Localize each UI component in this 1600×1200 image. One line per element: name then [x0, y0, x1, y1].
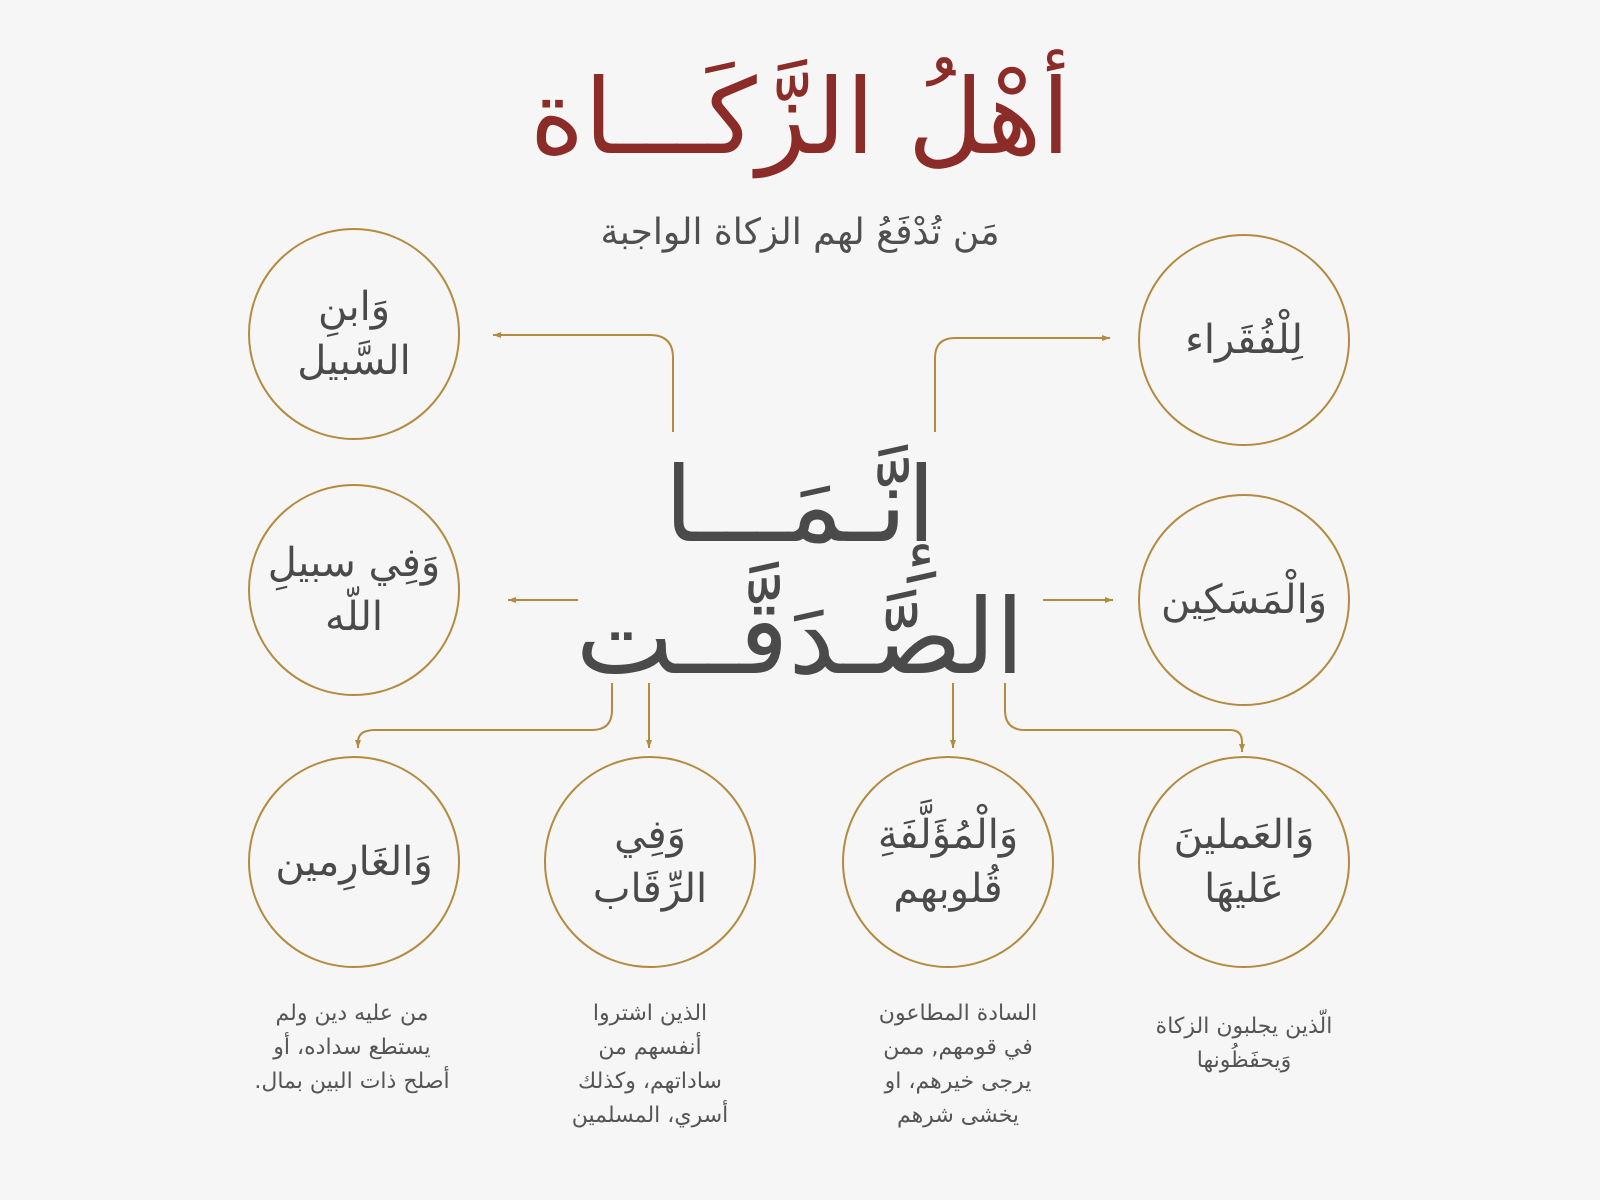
connector-ibn-sabil — [493, 335, 673, 432]
category-circle-fuqara — [1138, 234, 1350, 446]
category-circle-riqab — [544, 756, 756, 968]
description-riqab-line2: أنفسهم من — [598, 1035, 702, 1060]
category-label-riqab-line1: وَفِي — [614, 812, 686, 858]
category-label-muallafa-line1: وَالْمُؤَلَّفَةِ — [877, 812, 1019, 858]
center-heading-line2: الصَّـدَقَّــت — [575, 576, 1025, 698]
category-label-ibn-sabil-line1: وَابنِ — [318, 284, 391, 330]
category-circle-amilin — [1138, 756, 1350, 968]
description-muallafa-line2: في قومهم, ممن — [883, 1035, 1033, 1060]
category-label-amilin-line2: عَليهَا — [1204, 866, 1284, 912]
description-riqab-line1: الذين اشتروا — [592, 1001, 708, 1026]
category-circle-gharimin — [248, 756, 460, 968]
category-label-riqab-line2: الرِّقَاب — [592, 866, 708, 912]
description-muallafa-line1: السادة المطاعون — [878, 1001, 1038, 1026]
category-label-muallafa-line2: قُلوبهم — [893, 866, 1003, 912]
category-circle-masakin — [1138, 494, 1350, 706]
page-subtitle: مَن تُدْفَعُ لهم الزكاة الواجبة — [600, 212, 1000, 253]
connector-fuqara — [935, 338, 1110, 432]
page-title: أهْلُ الزَّكَـــاة — [529, 56, 1071, 178]
description-gharimin-line1: من عليه دين ولم — [275, 1001, 429, 1026]
category-circle-fi-sabilillah — [248, 484, 460, 696]
description-amilin-line1: الّذين يجلبون الزكاة — [1155, 1014, 1333, 1039]
description-muallafa — [838, 997, 1078, 1133]
description-amilin-line2: وَيحفَظُونها — [1196, 1048, 1292, 1073]
category-label-gharimin-line1: وَالغَارِمين — [275, 839, 433, 885]
category-circle-muallafa — [842, 756, 1054, 968]
category-label-fi-sabilillah-line2: اللّه — [325, 594, 383, 640]
category-circle-ibn-sabil — [248, 228, 460, 440]
description-gharimin — [232, 997, 472, 1099]
category-label-amilin-line1: وَالعَملينَ — [1173, 812, 1315, 858]
description-riqab-line3: ساداتهم، وكذلك — [578, 1069, 722, 1094]
description-muallafa-line4: يخشى شرهم — [896, 1103, 1020, 1128]
category-label-masakin-line1: وَالْمَسَكِين — [1160, 577, 1328, 623]
description-muallafa-line3: يرجى خيرهم، او — [884, 1069, 1032, 1094]
center-heading-line1: إِنَّـمَـــا — [664, 444, 936, 566]
description-gharimin-line3: أصلح ذات البين بمال. — [254, 1069, 450, 1094]
description-gharimin-line2: يستطع سداده، أو — [273, 1035, 431, 1060]
description-riqab — [530, 997, 770, 1133]
category-label-fi-sabilillah-line1: وَفِي سبيلِ — [267, 540, 441, 586]
category-label-fuqara-line1: لِلْفُقَراء — [1185, 317, 1303, 363]
description-amilin — [1124, 1010, 1364, 1078]
description-riqab-line4: أسري، المسلمين — [571, 1103, 729, 1128]
category-label-ibn-sabil-line2: السَّبيل — [297, 338, 411, 384]
